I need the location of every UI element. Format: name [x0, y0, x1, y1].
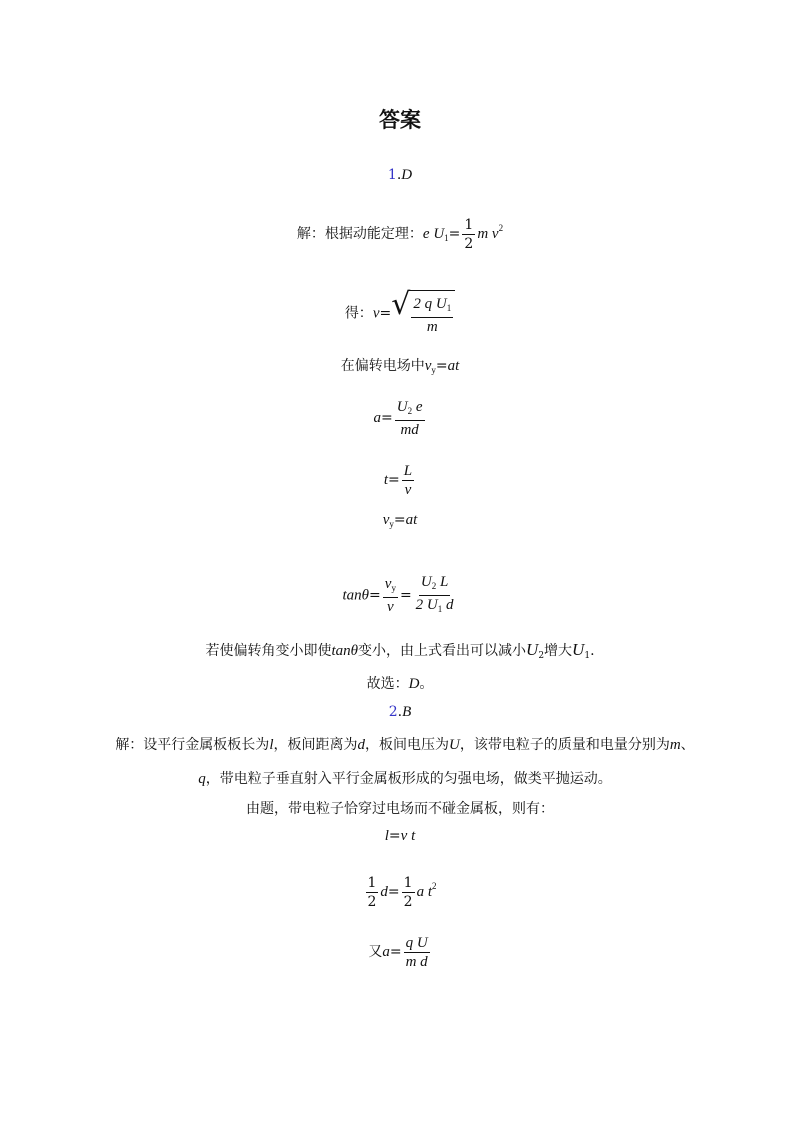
q2-acceleration-equation: 又a= $\frac{\text{q U}}{\text{m d}}$ — [368, 934, 428, 970]
q1-tan-equation: tanθ= $\frac{v_y}{v}$ = $\frac{U_2 L}{2 U_1 d}$ — [342, 574, 454, 615]
q1-vy-equation: $v_y=at$ — [382, 512, 418, 529]
answer-letter: D — [401, 167, 413, 183]
q1-time-equation: t= $\frac{L}{v}$ — [383, 462, 413, 498]
q1-acceleration-equation: a= $\frac{U_2 e}{md}$ — [373, 398, 423, 438]
question-1-header: 1.D — [387, 167, 413, 183]
q2-condition: 由题，带电粒子恰穿过电场而不碰金属板，则有： — [246, 801, 554, 817]
answer-letter: B — [402, 704, 412, 720]
q2-setup-paragraph: 解：设平行金属板板长为l，板间距离为d，板间电压为U，该带电粒子的质量和电量分别为m、 q，带电粒子垂直射入平行金属板形成的匀强电场，做类平抛运动。 — [115, 737, 695, 787]
question-number: 2 — [388, 704, 398, 720]
page-title: 答案 — [379, 108, 421, 132]
question-number: 1 — [387, 167, 397, 183]
question-2-header: 2.B — [388, 704, 412, 720]
q2-displacement-equation: $\frac{1}{2}$ d= $\frac{1}{2}$ a $t^2$ — [367, 874, 437, 910]
q1-energy-equation: 解：根据动能定理：e $U_1=$ $\frac{1}{2}$ m $v^2$ — [296, 216, 504, 252]
q1-choice: 故选：D。 — [366, 676, 434, 692]
q1-velocity-equation: 得：v= √ $\frac{2 q U_1}{m}$ — [0, 290, 800, 337]
q1-conclusion: 若使偏转角变小即使tanθ变小，由上式看出可以减小$U_2$增大$U_1$. — [205, 640, 595, 661]
q2-length-equation: l=v t — [384, 828, 416, 844]
q1-vy-line: 在偏转电场中$v_y=at$ — [340, 358, 460, 375]
